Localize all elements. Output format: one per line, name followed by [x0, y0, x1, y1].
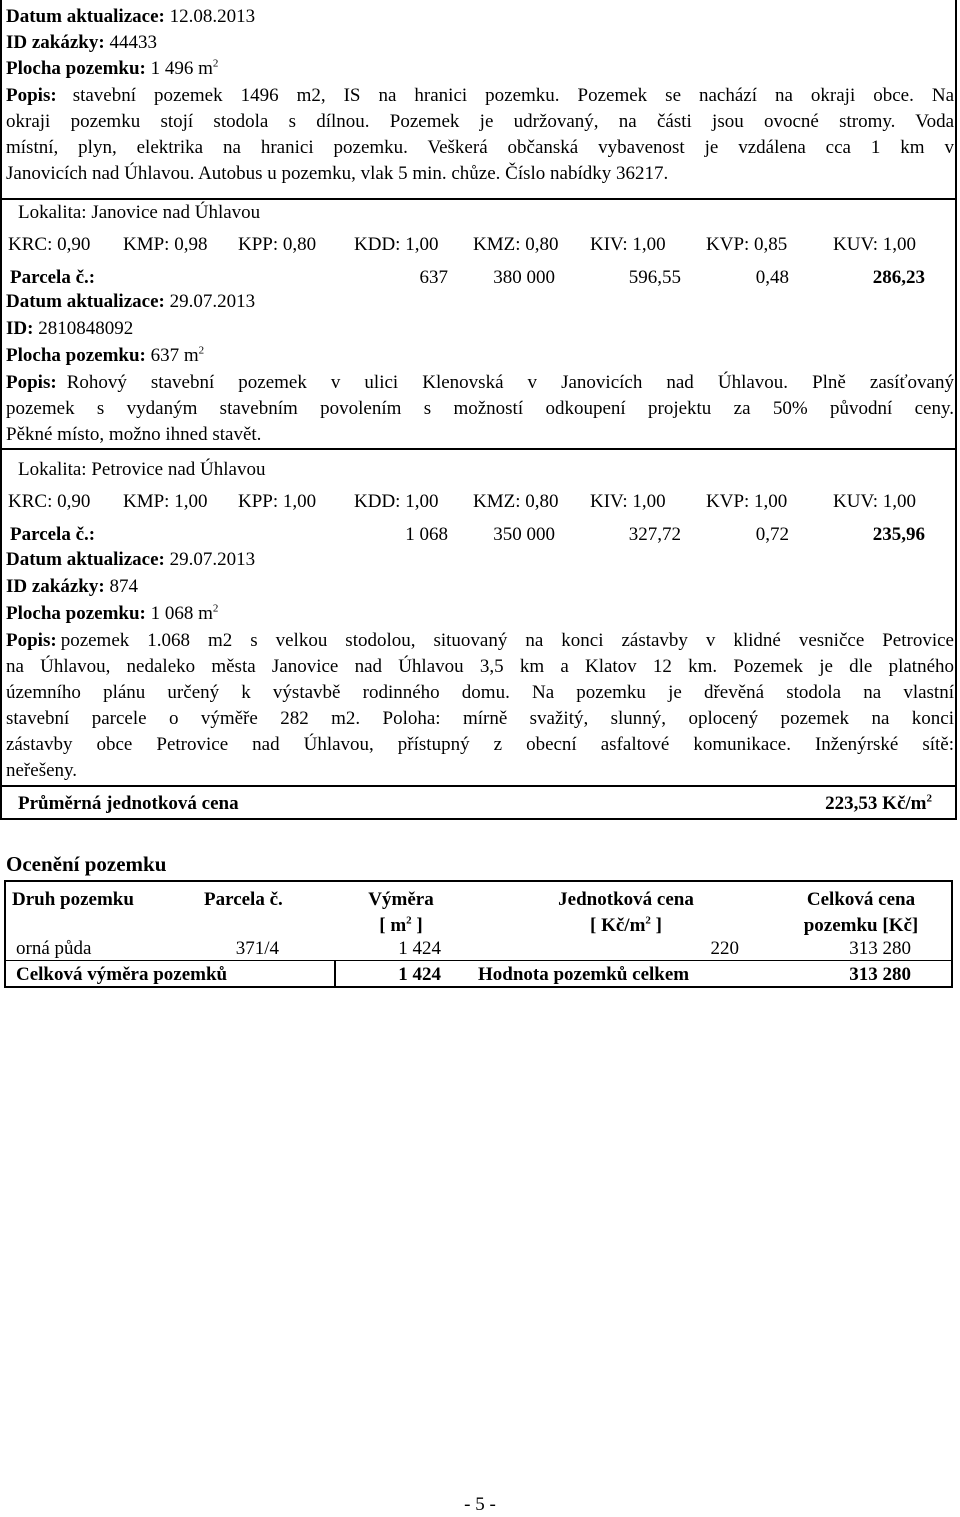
th-vymera-2: [336, 913, 466, 939]
valuation-total-vdivider: [334, 960, 336, 988]
b1-date: [6, 5, 255, 29]
b3-desc-line-6: neřešeny.: [6, 760, 78, 781]
b3-parcel-price: 350 000: [493, 524, 555, 545]
valuation-heading: [6, 852, 166, 876]
b2-coef-kmp: KMP: 0,98: [123, 234, 208, 255]
b1-desc-line-2: okraji pozemku stojí stodola s dílnou. Pozemek je udržovaný, na části jsou ovocné stromy. Voda: [6, 111, 954, 132]
b3-id-value: 874: [109, 576, 138, 597]
th-jedn-sup: 2: [645, 914, 651, 927]
b3-coef-krc: KRC: 0,90: [8, 491, 91, 512]
b2-coef-krc: KRC: 0,90: [8, 234, 91, 255]
td-parcela: 371/4: [235, 938, 279, 959]
b2-area-value: 637 m: [150, 345, 199, 366]
b3-id: [6, 575, 138, 599]
b2-parcel-area: 637: [419, 267, 448, 288]
th-jednotkova: [506, 887, 746, 939]
b2-id: [6, 317, 133, 341]
td-vymera: 1 424: [398, 938, 441, 959]
b3-id-label: ID zakázky:: [6, 576, 105, 597]
b3-parcel-area: 1 068: [405, 524, 448, 545]
b3-coef-kdd: KDD: 1,00: [354, 491, 439, 512]
b3-area-sup: 2: [212, 602, 219, 615]
b1-desc-line-4: Janovicích nad Úhlavou. Autobus u pozemku, vlak 5 min. chůze. Číslo nabídky 36217.: [6, 163, 669, 184]
th-celk-2: pozemku [Kč]: [803, 915, 919, 936]
divider-4: [0, 818, 957, 820]
b2-area-label: Plocha pozemku:: [6, 345, 146, 366]
b2-desc-line-1: [6, 370, 954, 396]
b2-coef-kdd: KDD: 1,00: [354, 234, 439, 255]
b2-area: [6, 344, 204, 368]
b3-parcel-unit: 327,72: [628, 524, 681, 545]
b2-desc-label: Popis:: [6, 372, 57, 393]
b2-desc-line-3: Pěkné místo, možno ihned stavět.: [6, 424, 262, 445]
b2-loc-value: Janovice nad Úhlavou: [91, 202, 261, 223]
b1-desc-line-3: místní, plyn, elektrika na hranici pozemku. Veškerá občanská vybavenost je vzdálena cca 1 km v: [6, 137, 954, 158]
frame-right: [955, 0, 957, 820]
b1-date-value: 12.08.2013: [169, 6, 256, 27]
divider-3: [0, 785, 957, 787]
b1-desc-line-1: [6, 83, 954, 109]
b3-area-value: 1 068 m: [150, 603, 213, 624]
b1-area: [6, 57, 218, 81]
b2-coef-kpp: KPP: 0,80: [238, 234, 317, 255]
b3-coef-kmz: KMZ: 0,80: [473, 491, 559, 512]
b2-parcel-coef: 0,48: [755, 267, 789, 288]
b2-date: [6, 290, 255, 314]
b1-area-label: Plocha pozemku:: [6, 58, 146, 79]
b3-parcel-label: Parcela č.:: [10, 524, 96, 545]
b2-coef-kiv: KIV: 1,00: [590, 234, 666, 255]
b3-coef-kiv: KIV: 1,00: [590, 491, 666, 512]
average-value-wrap: [825, 792, 932, 816]
td-celk: 313 280: [849, 938, 911, 959]
b3-desc-line-5: zástavby obce Petrovice nad Úhlavou, přístupný z obecní asfaltové komunikace. Inženýrské sítě:: [6, 734, 954, 755]
b3-parcel-result: 235,96: [872, 524, 925, 545]
b1-id-value: 44433: [109, 32, 157, 53]
b2-coef-kvp: KVP: 0,85: [706, 234, 788, 255]
average-sup: 2: [926, 792, 932, 805]
b3-coef-kpp: KPP: 1,00: [238, 491, 317, 512]
b3-date-label: Datum aktualizace:: [6, 549, 165, 570]
divider-2: [0, 448, 957, 450]
b3-location: [18, 458, 265, 482]
b3-date: [6, 548, 255, 572]
b2-parcel-unit: 596,55: [628, 267, 681, 288]
b3-coef-kvp: KVP: 1,00: [706, 491, 788, 512]
valuation-table: [4, 880, 953, 988]
b1-id-label: ID zakázky:: [6, 32, 105, 53]
b2-desc-line-2: pozemek s vydaným stavebním povolením s možností odkoupení projektu za 50% původní ceny.: [6, 398, 954, 419]
th-jedn-1: Jednotková cena: [558, 889, 694, 910]
th-vymera-sup: 2: [406, 914, 412, 927]
b3-desc-line-1: [6, 628, 954, 654]
b2-parcel-result: 286,23: [872, 267, 925, 288]
td-druh: orná půda: [16, 938, 92, 959]
b2-date-value: 29.07.2013: [169, 291, 256, 312]
b2-coef-kmz: KMZ: 0,80: [473, 234, 559, 255]
b1-id: [6, 31, 157, 55]
b3-desc-line-2: na Úhlavou, nedaleko města Janovice nad Úhlavou 3,5 km a Klatov 12 km. Pozemek je dle platného: [6, 656, 954, 677]
th-celkova: [776, 887, 946, 939]
valuation-total-divider: [6, 960, 951, 961]
th-vymera-2a: [ m: [379, 915, 407, 936]
average-label: Průměrná jednotková cena: [18, 793, 239, 814]
divider-1: [0, 198, 957, 200]
b3-desc-label: Popis:: [6, 630, 57, 651]
td-jedn: 220: [710, 938, 739, 959]
b3-description: [6, 628, 954, 784]
b3-area-label: Plocha pozemku:: [6, 603, 146, 624]
b1-desc-label: Popis:: [6, 85, 57, 106]
th-parcela: Parcela č.: [204, 889, 283, 910]
b1-area-value: 1 496 m: [150, 58, 213, 79]
total-value: 313 280: [849, 964, 911, 985]
b2-area-sup: 2: [198, 344, 205, 357]
b2-parcel-label: Parcela č.:: [10, 267, 96, 288]
b3-date-value: 29.07.2013: [169, 549, 256, 570]
th-vymera: [336, 887, 466, 939]
b2-parcel-price: 380 000: [493, 267, 555, 288]
b3-coef-kuv: KUV: 1,00: [833, 491, 917, 512]
b2-id-value: 2810848092: [38, 318, 134, 339]
th-jedn-2: [506, 913, 746, 939]
page-number: - 5 -: [464, 1494, 496, 1515]
frame-left: [0, 0, 2, 820]
b3-loc-label: Lokalita:: [18, 459, 87, 480]
total-value-label: Hodnota pozemků celkem: [478, 964, 690, 985]
th-vymera-2b: ]: [411, 915, 423, 936]
b2-date-label: Datum aktualizace:: [6, 291, 165, 312]
b1-desc-text-1: stavební pozemek 1496 m2, IS na hranici pozemku. Pozemek se nachází na okraji obce. Na: [72, 85, 954, 106]
b2-loc-label: Lokalita:: [18, 202, 87, 223]
total-vymera: 1 424: [398, 964, 441, 985]
b1-date-label: Datum aktualizace:: [6, 6, 165, 27]
th-celk-1: Celková cena: [806, 889, 916, 910]
b2-description: [6, 370, 954, 448]
b2-id-label: ID:: [6, 318, 34, 339]
b3-desc-text-1: pozemek 1.068 m2 s velkou stodolou, situovaný na konci zástavby v klidné vesničce Petrovice: [60, 630, 954, 651]
b3-desc-line-4: stavební parcele o výměře 282 m2. Poloha: mírně svažitý, slunný, oplocený pozemek na konci: [6, 708, 954, 729]
b1-area-sup: 2: [212, 57, 219, 70]
b2-desc-text-1: Rohový stavební pozemek v ulici Klenovská v Janovicích nad Úhlavou. Plně zasíťovaný: [66, 372, 954, 393]
th-jedn-2a: [ Kč/m: [590, 915, 646, 936]
average-value: 223,53 Kč/m: [825, 793, 927, 814]
b3-area: [6, 602, 218, 626]
total-label: Celková výměra pozemků: [16, 964, 228, 985]
b1-description: [6, 83, 954, 187]
b3-coef-kmp: KMP: 1,00: [123, 491, 208, 512]
b3-desc-line-3: územního plánu určený k výstavbě rodinného domu. Na pozemku je dřevěná stodola na vlastní: [6, 682, 954, 703]
th-jedn-2b: ]: [650, 915, 662, 936]
valuation-heading-text: Ocenění pozemku: [6, 852, 167, 876]
b2-coef-kuv: KUV: 1,00: [833, 234, 917, 255]
b3-loc-value: Petrovice nad Úhlavou: [91, 459, 266, 480]
th-vymera-1: Výměra: [368, 889, 434, 910]
b2-location: [18, 201, 260, 225]
th-druh: Druh pozemku: [12, 889, 134, 910]
b3-parcel-coef: 0,72: [755, 524, 789, 545]
